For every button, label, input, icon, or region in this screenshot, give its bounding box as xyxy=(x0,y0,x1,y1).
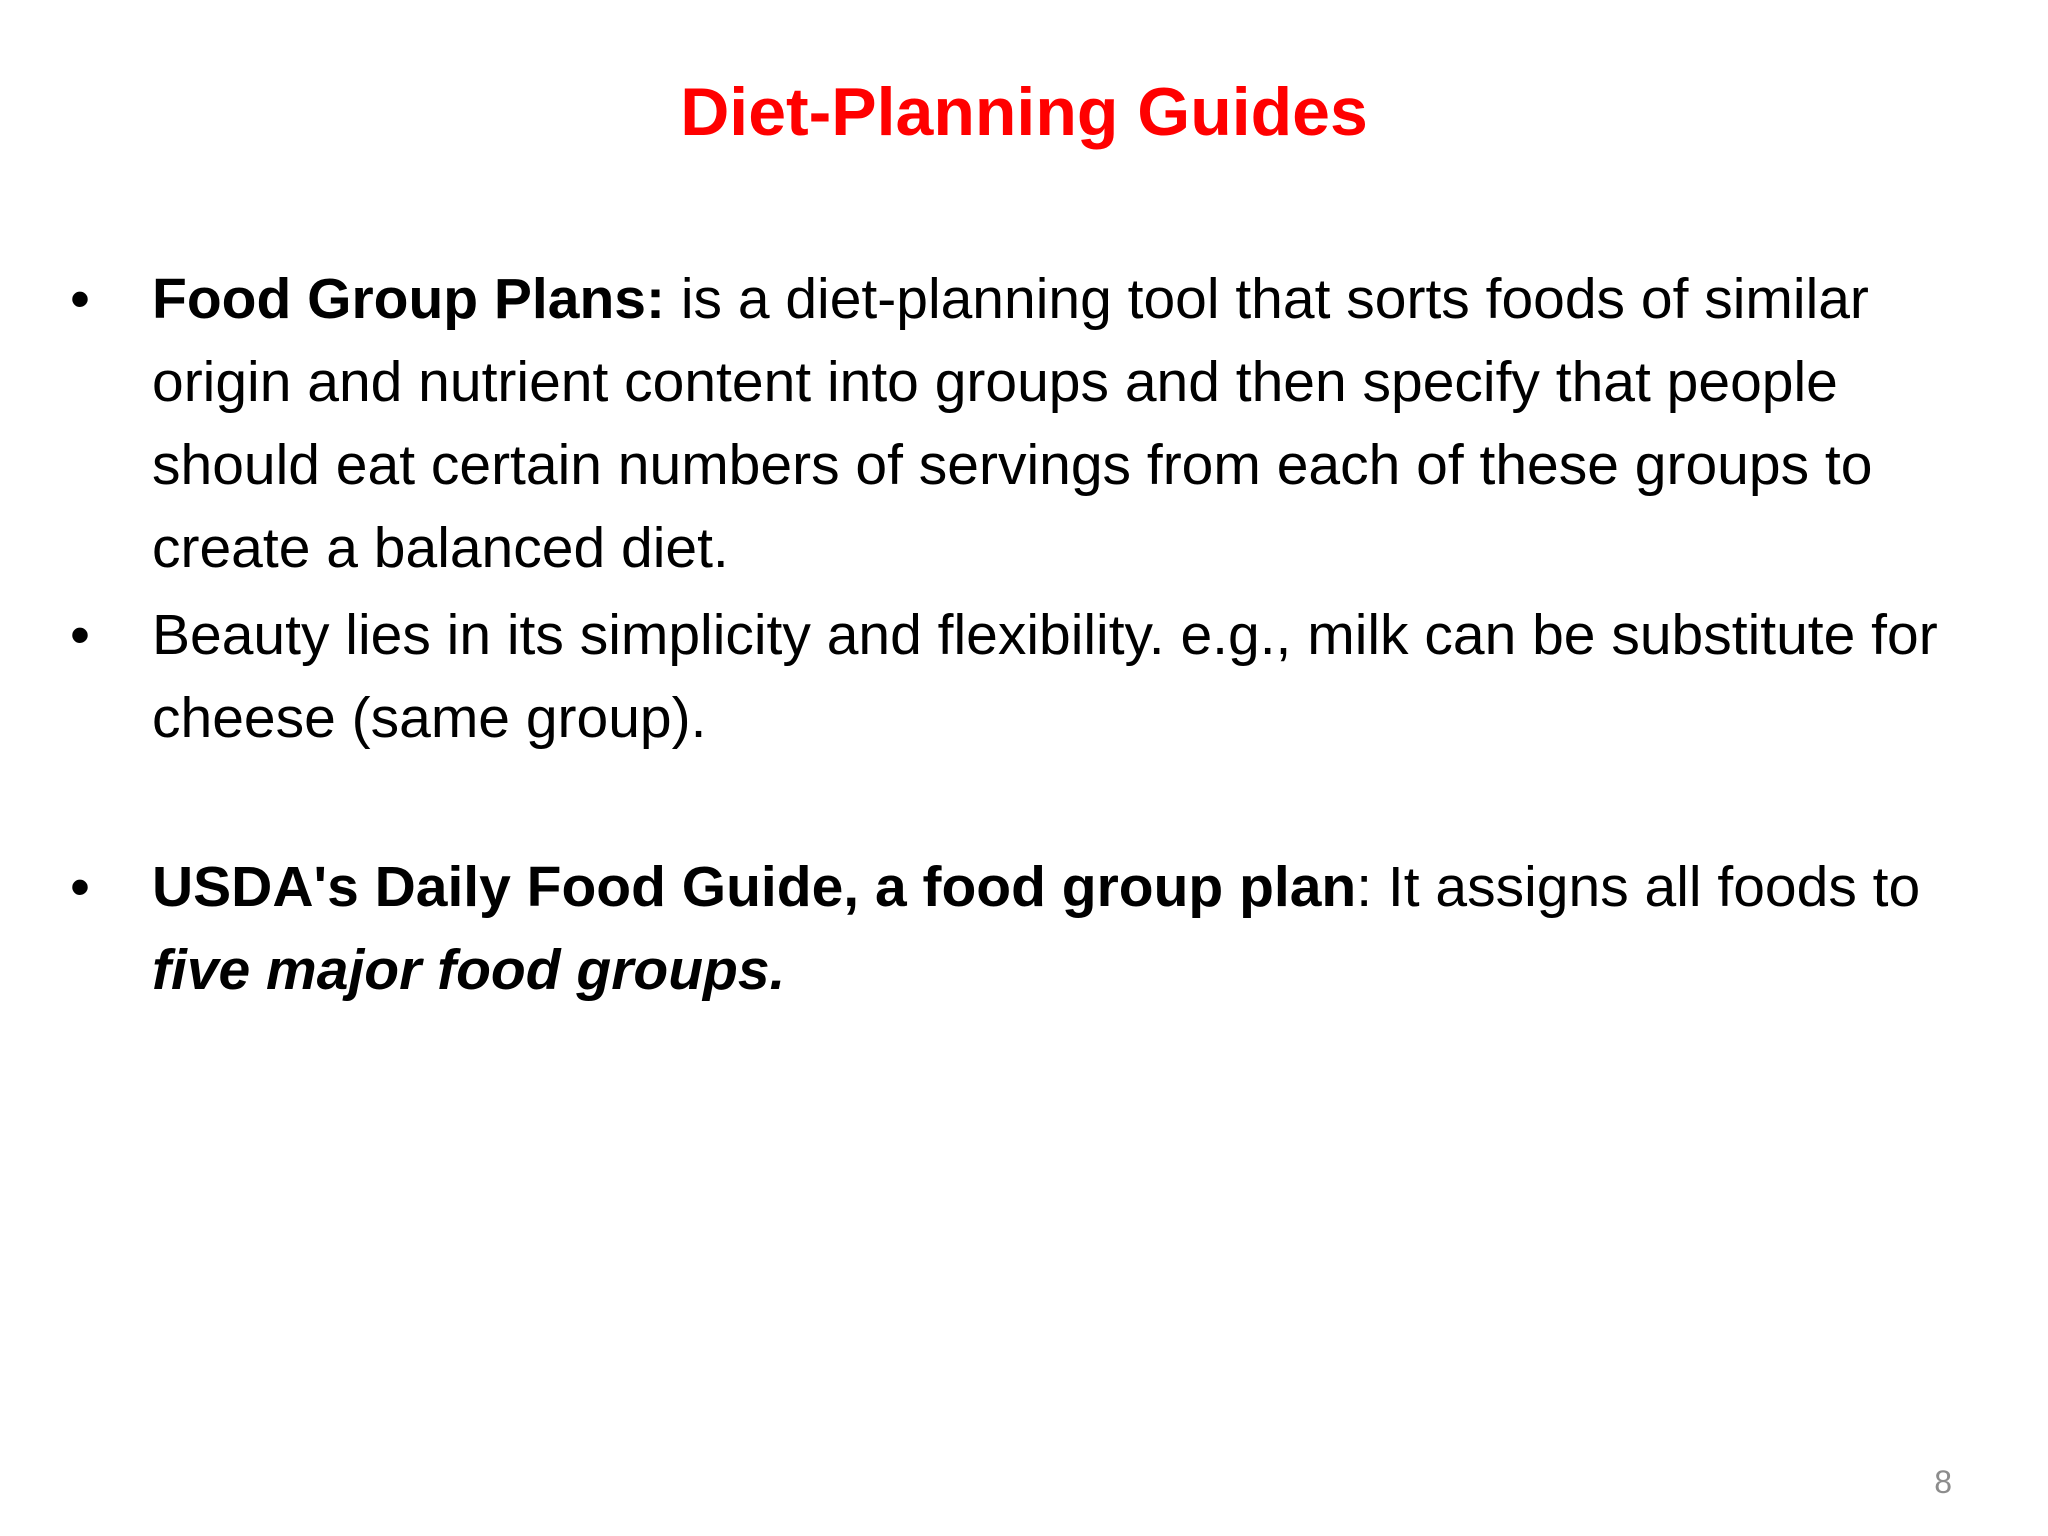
bullet-text: Beauty lies in its simplicity and flexibility. e.g., milk can be substitute for cheese (same group). xyxy=(152,603,1938,750)
bullet-dot-icon: • xyxy=(70,267,90,331)
bullet-term: Food Group Plans: xyxy=(152,267,665,331)
bullet-dot-icon: • xyxy=(70,603,90,667)
bullet-food-group-plans xyxy=(70,258,1970,590)
bullet-beauty xyxy=(70,594,1970,760)
bullet-text: : It assigns all foods to xyxy=(1356,855,1921,919)
bullet-text: is a diet-planning tool that sorts foods of similar origin and nutrient content into groups and then specify that people should eat certain numbers of servings from each of these groups to create a balanced diet. xyxy=(152,267,1873,580)
bullet-emphasis: five major food groups. xyxy=(152,938,786,1002)
bullet-usda-guide xyxy=(70,846,1970,1012)
page-number: 8 xyxy=(1934,1464,1952,1500)
slide-title: Diet-Planning Guides xyxy=(680,74,1368,150)
bullet-list xyxy=(70,258,1970,1012)
bullet-term: USDA's Daily Food Guide, a food group plan xyxy=(152,855,1357,919)
bullet-dot-icon: • xyxy=(70,855,90,919)
